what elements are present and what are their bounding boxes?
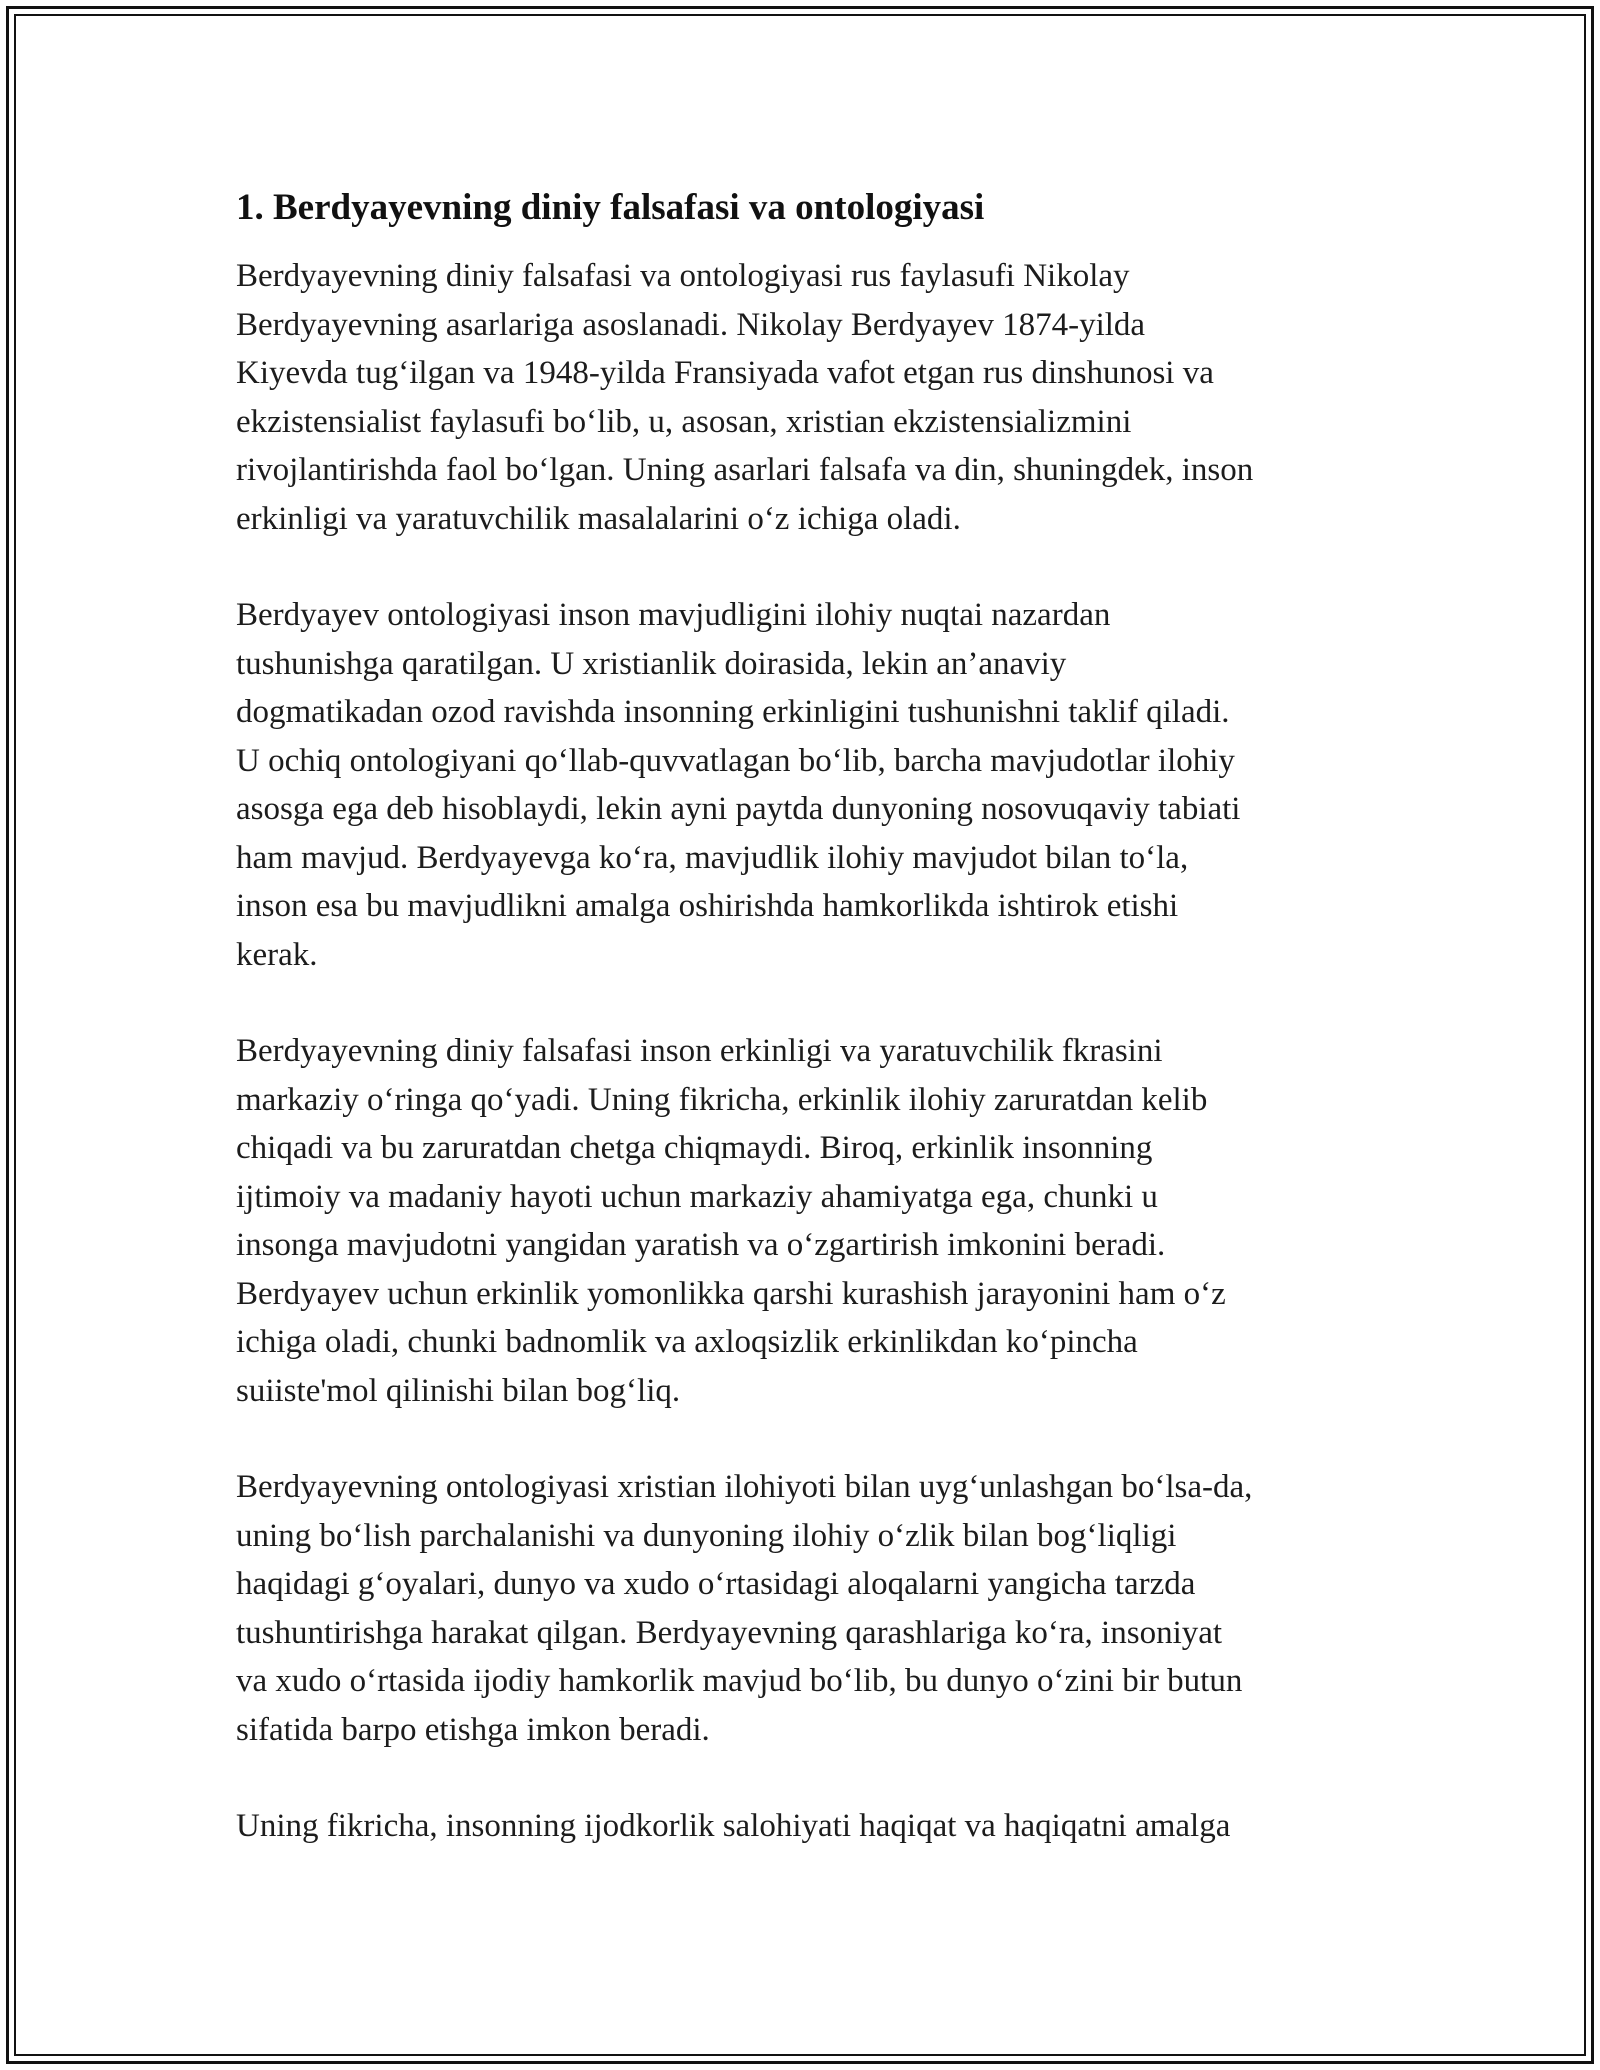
document-body	[236, 184, 1386, 1899]
paragraph	[236, 1027, 1386, 1415]
paragraph-line: tushuntirishga harakat qilgan. Berdyayevning qarashlariga ko‘ra, insoniyat	[236, 1614, 1223, 1651]
paragraph-line: ichiga oladi, chunki badnomlik va axloqsizlik erkinlikdan ko‘pincha	[236, 1324, 1138, 1360]
paragraph-line: tushunishga qaratilgan. U xristianlik doirasida, lekin an’anaviy	[236, 645, 1067, 682]
paragraph-line: markaziy o‘ringa qo‘yadi. Uning fikricha, erkinlik ilohiy zaruratdan kelib	[236, 1081, 1208, 1118]
paragraph-line: Berdyayevning ontologiyasi xristian ilohiyoti bilan uyg‘unlashgan bo‘lsa-da,	[236, 1469, 1253, 1505]
paragraph-line: inson esa bu mavjudlikni amalga oshirishda hamkorlikda ishtirok etishi	[236, 888, 1179, 924]
paragraph	[236, 591, 1386, 979]
paragraph-list	[236, 252, 1386, 1851]
section-heading: 1. Berdyayevning diniy falsafasi va ontologiyasi	[236, 187, 985, 228]
paragraph-line: Berdyayev ontologiyasi inson mavjudligini ilohiy nuqtai nazardan	[236, 597, 1111, 633]
paragraph-line: asosga ega deb hisoblaydi, lekin ayni paytda dunyoning nosovuqaviy tabiati	[236, 791, 1241, 827]
paragraph-line: sifatida barpo etishga imkon beradi.	[236, 1711, 710, 1748]
paragraph-line: Berdyayev uchun erkinlik yomonlikka qarshi kurashish jarayonini ham o‘z	[236, 1275, 1226, 1312]
paragraph-line: uning bo‘lish parchalanishi va dunyoning ilohiy o‘zlik bilan bog‘liqligi	[236, 1517, 1177, 1554]
paragraph-line: Berdyayevning diniy falsafasi va ontologiyasi rus faylasufi Nikolay	[236, 258, 1130, 294]
paragraph-line: kerak.	[236, 936, 318, 973]
paragraph	[236, 1463, 1386, 1754]
paragraph-line: Kiyevda tug‘ilgan va 1948-yilda Fransiyada vafot etgan rus dinshunosi va	[236, 355, 1214, 391]
paragraph-line: chiqadi va bu zaruratdan chetga chiqmaydi. Biroq, erkinlik insonning	[236, 1130, 1153, 1166]
paragraph-line: dogmatikadan ozod ravishda insonning erkinligini tushunishni taklif qiladi.	[236, 694, 1230, 730]
paragraph-line: va xudo o‘rtasida ijodiy hamkorlik mavjud bo‘lib, bu dunyo o‘zini bir butun	[236, 1663, 1243, 1699]
paragraph-line: ekzistensialist faylasufi bo‘lib, u, asosan, xristian ekzistensializmini	[236, 403, 1132, 440]
paragraph-line: ijtimoiy va madaniy hayoti uchun markaziy ahamiyatga ega, chunki u	[236, 1178, 1158, 1215]
paragraph-line: ham mavjud. Berdyayevga ko‘ra, mavjudlik ilohiy mavjudot bilan to‘la,	[236, 839, 1189, 876]
paragraph	[236, 1802, 1386, 1851]
paragraph-line: insonga mavjudotni yangidan yaratish va o‘zgartirish imkonini beradi.	[236, 1227, 1166, 1263]
paragraph	[236, 252, 1386, 543]
paragraph-line: Uning fikricha, insonning ijodkorlik salohiyati haqiqat va haqiqatni amalga	[236, 1808, 1231, 1844]
paragraph-line: Berdyayevning diniy falsafasi inson erkinligi va yaratuvchilik fkrasini	[236, 1033, 1163, 1069]
paragraph-line: erkinligi va yaratuvchilik masalalarini o‘z ichiga oladi.	[236, 500, 961, 537]
paragraph-line: suiiste'mol qilinishi bilan bog‘liq.	[236, 1372, 681, 1409]
paragraph-line: Berdyayevning asarlariga asoslanadi. Nikolay Berdyayev 1874-yilda	[236, 306, 1146, 343]
paragraph-line: haqidagi g‘oyalari, dunyo va xudo o‘rtasidagi aloqalarni yangicha tarzda	[236, 1566, 1196, 1602]
paragraph-line: U ochiq ontologiyani qo‘llab-quvvatlagan bo‘lib, barcha mavjudotlar ilohiy	[236, 742, 1235, 779]
paragraph-line: rivojlantirishda faol bo‘lgan. Uning asarlari falsafa va din, shuningdek, inson	[236, 452, 1254, 488]
